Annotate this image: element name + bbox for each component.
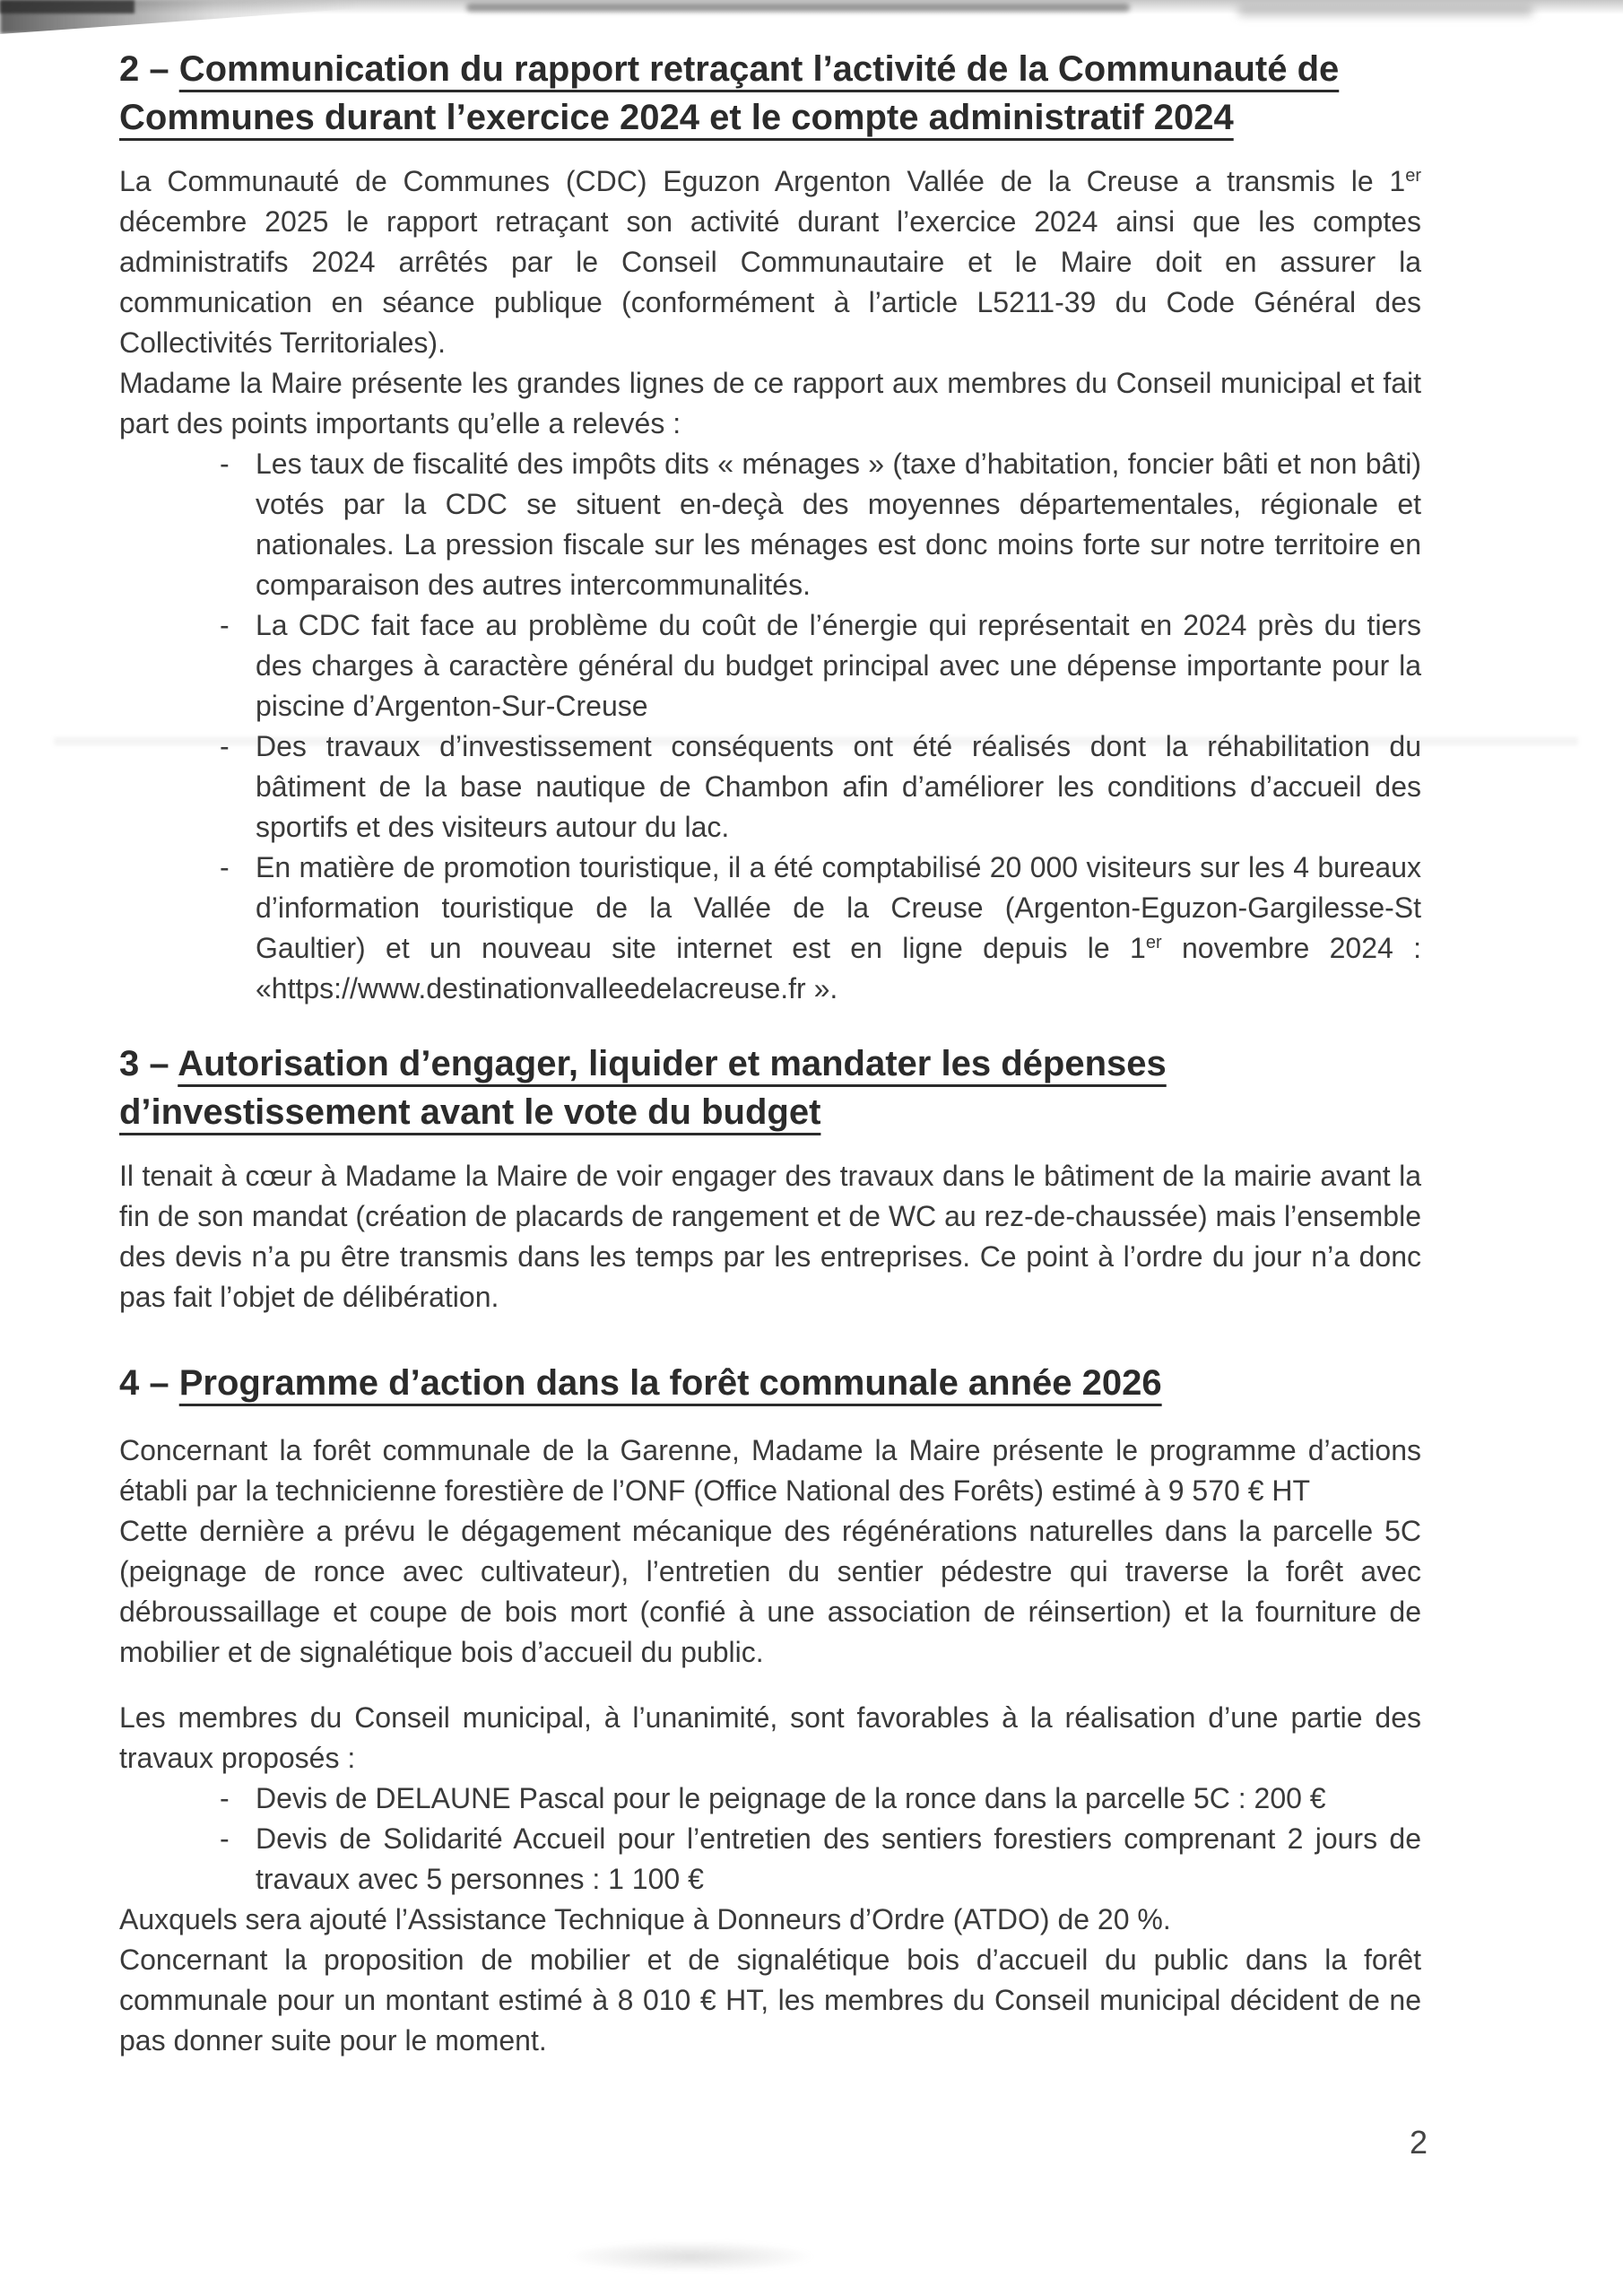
paragraph-foret-garenne: Concernant la forêt communale de la Garenne, Madame la Maire présente le programme d’actions établi par la technicienne forestière de l’ONF (Office National des Forêts) estimé à 9 570 € HT bbox=[119, 1434, 1421, 1507]
section-3-number: 3 – bbox=[119, 1044, 178, 1083]
section-2-number: 2 – bbox=[119, 49, 179, 89]
paragraph-programme-onf: Cette dernière a prévu le dégagement mécanique des régénérations naturelles dans la parcelle 5C (peignage de ronce avec cultivateur), l’entretien du sentier pédestre qui traverse la forêt avec débroussaillage et coupe de bois mort (confié à une association de réinsertion) et la fourniture de mobilier et de signalétique bois d’accueil du public. bbox=[119, 1515, 1421, 1668]
section-4-bullet-list bbox=[119, 1779, 1421, 1900]
page-number: 2 bbox=[1410, 2124, 1428, 2161]
paragraph-cdc-transmission bbox=[119, 161, 1421, 363]
section-2-heading bbox=[119, 45, 1421, 142]
list-item-text: La CDC fait face au problème du coût de l’énergie qui représentait en 2024 près du tiers des charges à caractère général du budget principal avec une dépense importante pour la piscine d’Argenton-Sur-Creuse bbox=[256, 609, 1421, 722]
list-item bbox=[119, 444, 1421, 605]
section-4-title: Programme d’action dans la forêt communale année 2026 bbox=[178, 1363, 1162, 1403]
section-4-heading bbox=[119, 1359, 1421, 1407]
document-body bbox=[119, 0, 1421, 2061]
list-item-text: Devis de DELAUNE Pascal pour le peignage de la ronce dans la parcelle 5C : 200 € bbox=[256, 1782, 1326, 1814]
section-3-heading bbox=[119, 1039, 1421, 1136]
dash-bullet: - bbox=[220, 448, 230, 480]
dash-bullet: - bbox=[220, 609, 230, 641]
list-item bbox=[119, 848, 1421, 1009]
section-3-title: Autorisation d’engager, liquider et mandater les dépenses d’investissement avant le vote du budget bbox=[119, 1044, 1167, 1132]
list-item bbox=[119, 605, 1421, 726]
list-item-text: novembre 2024 : «https://www.destinationvalleedelacreuse.fr ». bbox=[256, 932, 1422, 1004]
superscript-er: er bbox=[1145, 933, 1162, 952]
paragraph-travaux-mairie: Il tenait à cœur à Madame la Maire de voir engager des travaux dans le bâtiment de la mairie avant la fin de son mandat (création de placards de rangement et de WC au rez-de-chaussée) mais l’ensemble des devis n’a pu être transmis dans les temps par les entreprises. Ce point à l’ordre du jour n’a donc pas fait l’objet de délibération. bbox=[119, 1160, 1421, 1313]
dash-bullet: - bbox=[220, 1782, 230, 1814]
list-item-text: Des travaux d’investissement conséquents ont été réalisés dont la réhabilitation du bâtiment de la base nautique de Chambon afin d’améliorer les conditions d’accueil des sportifs et des visiteurs autour du lac. bbox=[256, 730, 1421, 843]
list-item bbox=[119, 726, 1421, 848]
list-item-text: Devis de Solidarité Accueil pour l’entretien des sentiers forestiers comprenant 2 jours de travaux avec 5 personnes : 1 100 € bbox=[256, 1822, 1421, 1895]
paragraph-atdo: Auxquels sera ajouté l’Assistance Technique à Donneurs d’Ordre (ATDO) de 20 %. bbox=[119, 1903, 1171, 1935]
list-item-text: Les taux de fiscalité des impôts dits « ménages » (taxe d’habitation, foncier bâti et non bâti) votés par la CDC se situent en-deçà des moyennes départementales, régionale et nationales. La pression fiscale sur les ménages est donc moins forte sur notre territoire en comparaison des autres intercommunalités. bbox=[256, 448, 1421, 601]
list-item bbox=[119, 1819, 1421, 1900]
scan-artifact-bottom-smudge bbox=[565, 2240, 816, 2273]
list-item-text: En matière de promotion touristique, il a été comptabilisé 20 000 visiteurs sur les 4 bureaux d’information touristique de la Vallée de la Creuse (Argenton-Eguzon-Gargilesse-St Gaultier) et un nouveau site internet est en ligne depuis le 1 bbox=[256, 851, 1421, 964]
section-2-title: Communication du rapport retraçant l’activité de la Communauté de Communes durant l’exercice 2024 et le compte administratif 2024 bbox=[119, 49, 1340, 137]
superscript-er: er bbox=[1405, 166, 1421, 186]
dash-bullet: - bbox=[220, 851, 230, 883]
section-2-bullet-list bbox=[119, 444, 1421, 1009]
list-item bbox=[119, 1779, 1421, 1819]
paragraph-mobilier-decision: Concernant la proposition de mobilier et de signalétique bois d’accueil du public dans la forêt communale pour un montant estimé à 8 010 € HT, les membres du Conseil municipal décident de ne pas donner suite pour le moment. bbox=[119, 1944, 1421, 2057]
dash-bullet: - bbox=[220, 730, 230, 762]
section-4-number: 4 – bbox=[119, 1363, 179, 1403]
paragraph-text: La Communauté de Communes (CDC) Eguzon Argenton Vallée de la Creuse a transmis le 1 bbox=[119, 165, 1406, 197]
paragraph-maire-presentation: Madame la Maire présente les grandes lignes de ce rapport aux membres du Conseil municipal et fait part des points importants qu’elle a relevés : bbox=[119, 367, 1421, 439]
paragraph-conseil-favorable: Les membres du Conseil municipal, à l’unanimité, sont favorables à la réalisation d’une partie des travaux proposés : bbox=[119, 1701, 1421, 1774]
paragraph-text: décembre 2025 le rapport retraçant son activité durant l’exercice 2024 ainsi que les comptes administratifs 2024 arrêtés par le Conseil Communautaire et le Maire doit en assurer la communication en séance publique (conformément à l’article L5211-39 du Code Général des Collectivités Territoriales). bbox=[119, 205, 1421, 359]
scan-artifact-top-left-corner bbox=[0, 0, 135, 13]
dash-bullet: - bbox=[220, 1822, 230, 1855]
